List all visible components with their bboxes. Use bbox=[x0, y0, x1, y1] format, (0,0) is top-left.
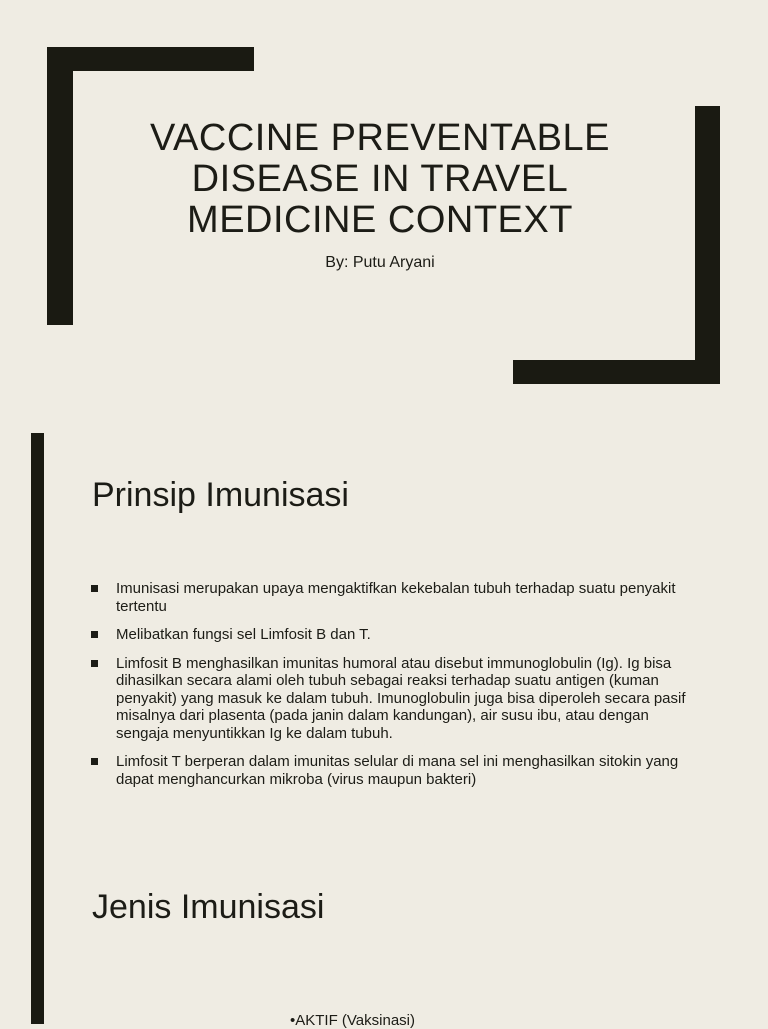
slide-title: VACCINE PREVENTABLE DISEASE IN TRAVEL MEDICINE CONTEXT bbox=[150, 117, 610, 241]
list-item-text: Limfosit B menghasilkan imunitas humoral atau disebut immunoglobulin (Ig). Ig bisa dihasilkan secara alami oleh tubuh sebagai reaksi terhadap suatu antigen (kuman penyakit) yang masuk ke dalam tubuh. Imunoglobulin juga bisa diperoleh secara pasif misalnya dari plasenta (pada janin dalam kandungan), air susu ibu, atau dengan sengaja menyuntikkan Ig ke dalam tubuh. bbox=[116, 654, 686, 742]
square-bullet-icon bbox=[91, 585, 98, 592]
list-item bbox=[90, 655, 690, 743]
list-item bbox=[90, 580, 690, 615]
author-byline: By: Putu Aryani bbox=[325, 254, 435, 271]
section-heading-jenis: Jenis Imunisasi bbox=[92, 888, 325, 926]
frame-bar-bottom-right-vertical bbox=[695, 106, 720, 384]
frame-bar-top-left-vertical bbox=[47, 47, 73, 325]
list-item bbox=[90, 753, 690, 788]
section-heading-prinsip: Prinsip Imunisasi bbox=[92, 476, 349, 514]
list-item-text: Limfosit T berperan dalam imunitas selular di mana sel ini menghasilkan sitokin yang dapat menghancurkan mikroba (virus maupun bakteri) bbox=[116, 753, 679, 788]
square-bullet-icon bbox=[91, 758, 98, 765]
frame-bar-top-left-horizontal bbox=[47, 47, 254, 71]
frame-bar-bottom-right-horizontal bbox=[513, 360, 720, 384]
slide2-left-accent-bar bbox=[31, 433, 44, 1024]
bullet-list bbox=[90, 580, 690, 799]
partial-text-aktif: •AKTIF (Vaksinasi) bbox=[290, 1012, 415, 1029]
list-item-text: Imunisasi merupakan upaya mengaktifkan kekebalan tubuh terhadap suatu penyakit tertentu bbox=[116, 580, 676, 615]
list-item bbox=[90, 626, 690, 644]
list-item-text: Melibatkan fungsi sel Limfosit B dan T. bbox=[116, 626, 371, 643]
square-bullet-icon bbox=[91, 660, 98, 667]
square-bullet-icon bbox=[91, 631, 98, 638]
